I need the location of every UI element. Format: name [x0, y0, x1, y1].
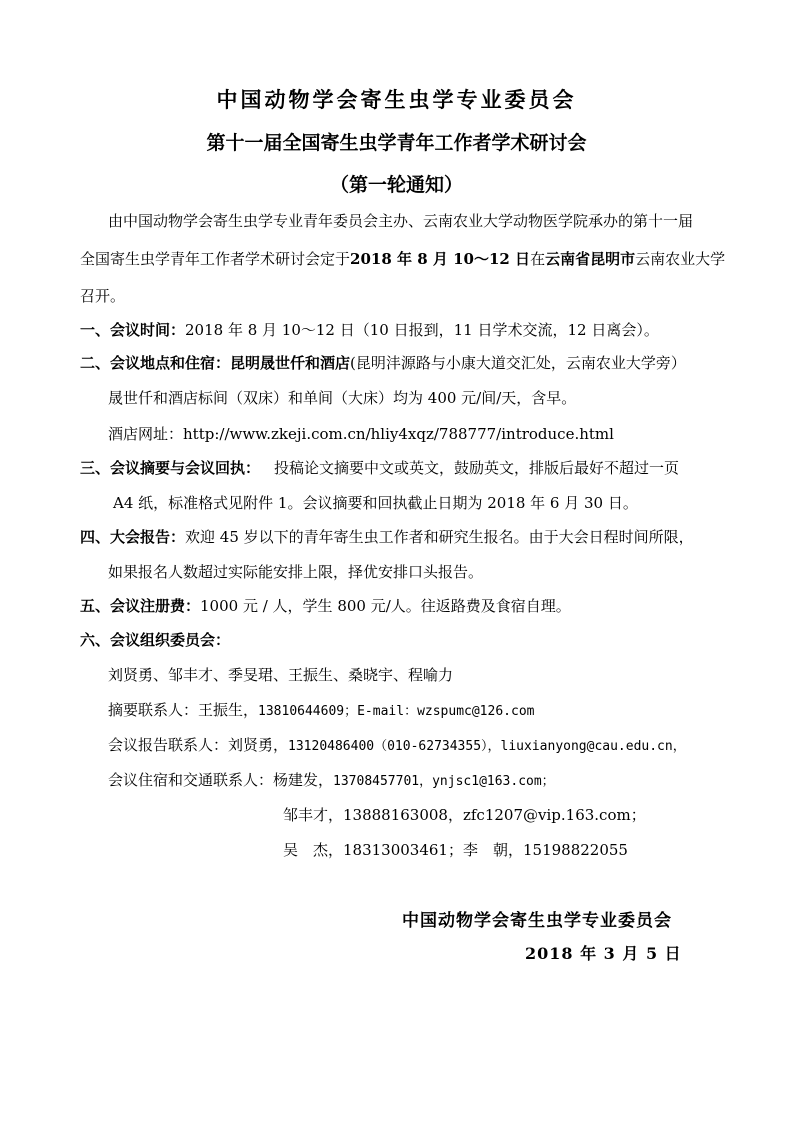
section-venue-website: 酒店网址：http://www.zkeji.com.cn/hliy4xqz/788777/introduce.html — [108, 425, 614, 443]
section-venue-price: 晟世仟和酒店标间（双床）和单间（大床）均为 400 元/间/天，含早。 — [108, 389, 577, 407]
intro-line-1: 由中国动物学会寄生虫学专业青年委员会主办、云南农业大学动物医学院承办的第十一届 — [108, 212, 694, 230]
abstract-contact: 摘要联系人：王振生，13810644609；E-mail：wzspumc@126.com — [108, 701, 535, 719]
section-meeting-time: 一、会议时间：2018 年 8 月 10～12 日（10 日报到，11 日学术交流，12 日离会）。 — [80, 321, 659, 339]
section-committee: 六、会议组织委员会： — [80, 631, 231, 649]
section-keynote: 四、大会报告：欢迎 45 岁以下的青年寄生虫工作者和研究生报名。由于大会日程时间所限， — [80, 528, 694, 546]
section-keynote-line2: 如果报名人数超过实际能安排上限，择优安排口头报告。 — [108, 563, 484, 581]
signature-org: 中国动物学会寄生虫学专业委员会 — [402, 911, 672, 931]
lodging-contact-3: 吴 杰，18313003461；李 朝，15198822055 — [283, 841, 628, 859]
section-abstract-deadline: A4 纸，标准格式见附件 1。会议摘要和回执截止日期为 2018 年 6 月 30 日。 — [113, 494, 638, 512]
intro-line-2: 全国寄生虫学青年工作者学术研讨会定于2018 年 8 月 10～12 日在云南省昆明市云南农业大学 — [80, 250, 726, 268]
document-title: 中国动物学会寄生虫学专业委员会 — [216, 87, 577, 112]
intro-line-3: 召开。 — [80, 287, 126, 305]
hotel-website-link[interactable]: http://www.zkeji.com.cn/hliy4xqz/788777/introduce.html — [183, 425, 614, 443]
section-registration-fee: 五、会议注册费：1000 元 / 人，学生 800 元/人。往返路费及食宿自理。 — [80, 597, 571, 615]
section-venue: 二、会议地点和住宿：昆明晟世仟和酒店(昆明沣源路与小康大道交汇处，云南农业大学旁） — [80, 354, 686, 372]
report-contact: 会议报告联系人：刘贤勇，13120486400（010-62734355），liuxianyong@cau.edu.cn， — [108, 736, 686, 754]
committee-members: 刘贤勇、邹丰才、季旻珺、王振生、桑晓宇、程喻力 — [108, 666, 454, 684]
event-title: 第十一届全国寄生虫学青年工作者学术研讨会 — [206, 132, 587, 154]
signature-date: 2018 年 3 月 5 日 — [525, 944, 682, 963]
section-abstract: 三、会议摘要与会议回执： 投稿论文摘要中文或英文，鼓励英文，排版后最好不超过一页 — [80, 459, 680, 477]
notice-subtitle: （第一轮通知） — [329, 174, 463, 196]
lodging-contact: 会议住宿和交通联系人：杨建发，13708457701，ynjsc1@163.com； — [108, 771, 555, 789]
lodging-contact-2: 邹丰才，13888163008，zfc1207@vip.163.com； — [283, 806, 646, 824]
